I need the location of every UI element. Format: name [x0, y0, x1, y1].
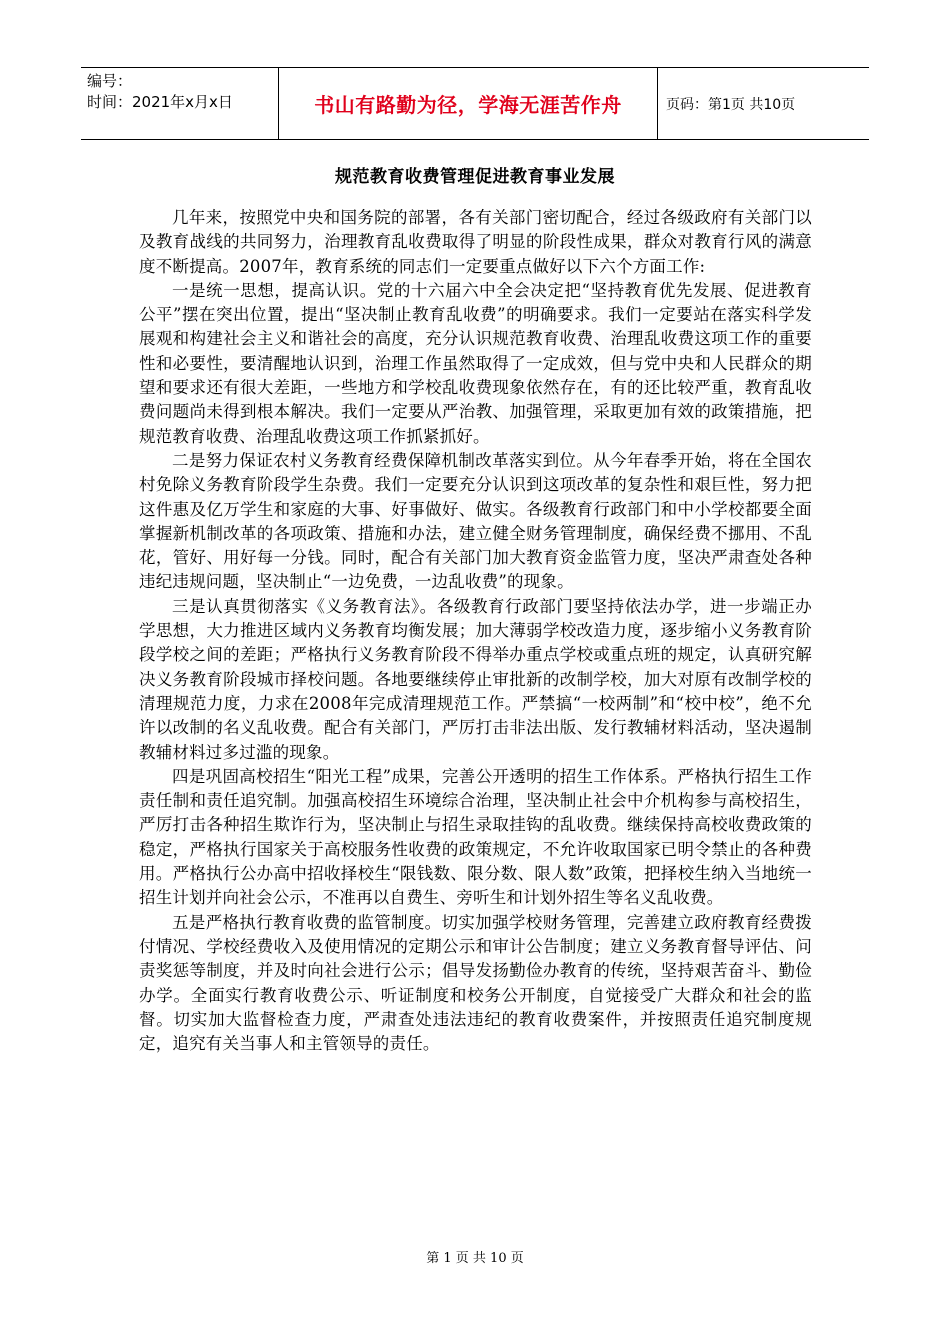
document-title: 规范教育收费管理促进教育事业发展 [335, 167, 615, 187]
header-motto: 书山有路勤为径，学海无涯苦作舟 [279, 68, 658, 139]
paragraph-point-5: 五是严格执行教育收费的监管制度。切实加强学校财务管理，完善建立政府教育经费拨付情况、学校经费收入及使用情况的定期公示和审计公告制度；建立义务教育督导评估、问责奖惩等制度，并及时向社会进行公示；倡导发扬勤俭办教育的传统，坚持艰苦奋斗、勤俭办学。全面实行教育收费公示、听证制度和校务公开制度，自觉接受广大群众和社会的监督。切实加大监督检查力度，严肃查处违法违纪的教育收费案件，并按照责任追究制度规定，追究有关当事人和主管领导的责任。 [139, 912, 812, 1054]
header-meta [81, 68, 279, 139]
document-time-label: 时间：2021年x月x日 [87, 93, 233, 111]
header-page-info: 页码：第1页 共10页 [666, 96, 796, 113]
paragraph-point-3: 三是认真贯彻落实《义务教育法》。各级教育行政部门要坚持依法办学，进一步端正办学思想，大力推进区域内义务教育均衡发展；加大薄弱学校改造力度，逐步缩小义务教育阶段学校之间的差距；严格执行义务教育阶段不得举办重点学校或重点班的规定，认真研究解决义务教育阶段城市择校问题。各地要继续停止审批新的改制学校，加大对原有改制学校的清理规范力度，力求在2008年完成清理规范工作。严禁搞“一校两制”和“校中校”，绝不允许以改制的名义乱收费。配合有关部门，严厉打击非法出版、发行教辅材料活动，坚决遏制教辅材料过多过滥的现象。 [139, 596, 812, 762]
paragraph-point-4: 四是巩固高校招生“阳光工程”成果，完善公开透明的招生工作体系。严格执行招生工作责任制和责任追究制。加强高校招生环境综合治理，坚决制止社会中介机构参与高校招生，严厉打击各种招生欺诈行为，坚决制止与招生录取挂钩的乱收费。继续保持高校收费政策的稳定，严格执行国家关于高校服务性收费的政策规定，不允许收取国家已明令禁止的各种费用。严格执行公办高中招收择校生“限钱数、限分数、限人数”政策，把择校生纳入当地统一招生计划并向社会公示，不准再以自费生、旁听生和计划外招生等名义乱收费。 [139, 766, 812, 908]
page-header [81, 67, 869, 140]
paragraph-intro: 几年来，按照党中央和国务院的部署，各有关部门密切配合，经过各级政府有关部门以及教育战线的共同努力，治理教育乱收费取得了明显的阶段性成果，群众对教育行风的满意度不断提高。2007年，教育系统的同志们一定要重点做好以下六个方面工作: [139, 208, 812, 276]
paragraph-point-2: 二是努力保证农村义务教育经费保障机制改革落实到位。从今年春季开始，将在全国农村免除义务教育阶段学生杂费。我们一定要充分认识到这项改革的复杂性和艰巨性，努力把这件惠及亿万学生和家庭的大事、好事做好、做实。各级教育行政部门和中小学校都要全面掌握新机制改革的各项政策、措施和办法，建立健全财务管理制度，确保经费不挪用、不乱花，管好、用好每一分钱。同时，配合有关部门加大教育资金监管力度，坚决严肃查处各种违纪违规问题，坚决制止“一边免费，一边乱收费”的现象。 [139, 450, 812, 592]
page-footer: 第 1 页 共 10 页 [426, 1251, 524, 1266]
document-body [139, 206, 812, 1056]
document-number-label: 编号： [87, 72, 133, 90]
paragraph-point-1: 一是统一思想，提高认识。党的十六届六中全会决定把“坚持教育优先发展、促进教育公平”摆在突出位置，提出“坚决制止教育乱收费”的明确要求。我们一定要站在落实科学发展观和构建社会主义和谐社会的高度，充分认识规范教育收费、治理乱收费这项工作的重要性和必要性，要清醒地认识到，治理工作虽然取得了一定成效，但与党中央和人民群众的期望和要求还有很大差距，一些地方和学校乱收费现象依然存在，有的还比较严重，教育乱收费问题尚未得到根本解决。我们一定要从严治教、加强管理，采取更加有效的政策措施，把规范教育收费、治理乱收费这项工作抓紧抓好。 [139, 280, 812, 446]
